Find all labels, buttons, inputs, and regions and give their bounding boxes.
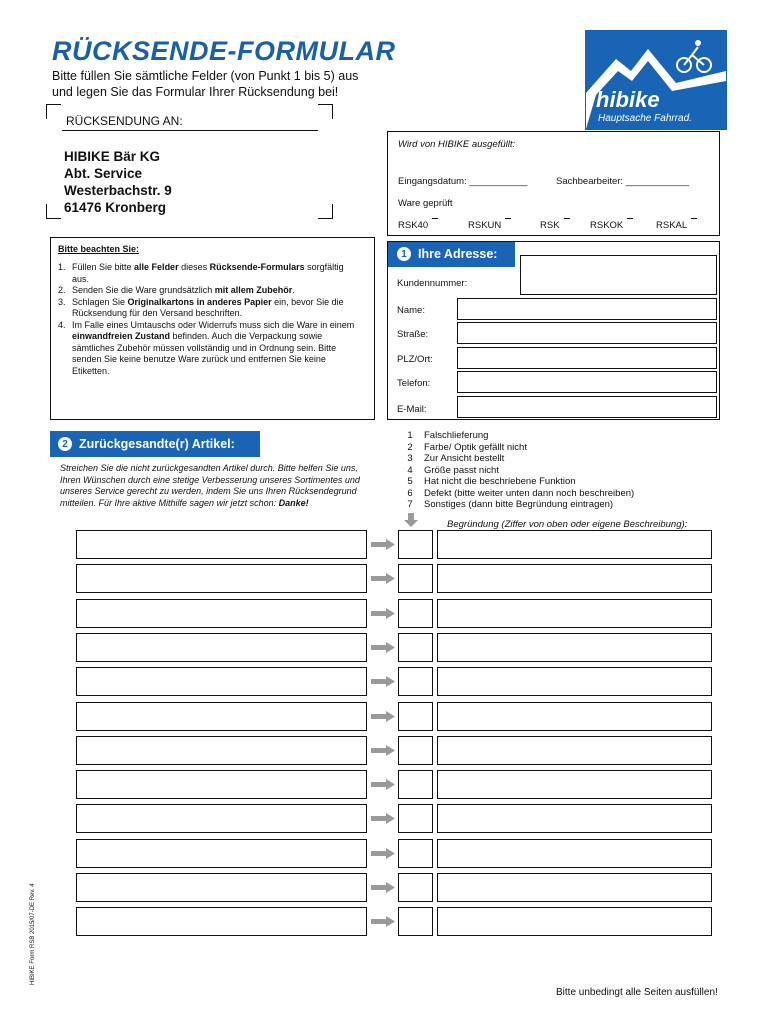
arrow-right-icon	[371, 882, 395, 893]
list-item: 2. Senden Sie die Ware grundsätzlich mit allem Zubehör.	[58, 285, 295, 295]
return-address-line: HIBIKE Bär KG	[64, 149, 161, 164]
section-number: 2	[58, 437, 72, 451]
reason-description-input[interactable]	[437, 736, 712, 765]
list-item: 4. Im Falle eines Umtauschs oder Widerrufs muss sich die Ware in einem einwandfreien Zustand befinden. Auch die Verpackung sowie sämtliches Zubehör müssen vollständig und in Ordnung sein. Bitte senden Sie keine benutze Ware zurück und entfernen Sie keine Etiketten.	[58, 319, 355, 376]
received-date-field[interactable]: Eingangsdatum: ___________	[398, 176, 528, 187]
arrow-right-icon	[371, 642, 395, 653]
reason-description-input[interactable]	[437, 564, 712, 593]
notes-list	[58, 262, 358, 377]
arrow-right-icon	[371, 779, 395, 790]
reason-description-input[interactable]	[437, 667, 712, 696]
reason-description-input[interactable]	[437, 599, 712, 628]
article-input[interactable]	[76, 907, 367, 936]
phone-label: Telefon:	[397, 378, 431, 389]
street-input[interactable]	[457, 322, 717, 344]
reason-description-input[interactable]	[437, 804, 712, 833]
return-label: RÜCKSENDUNG AN:	[66, 114, 183, 128]
reason-code-input[interactable]	[398, 873, 433, 902]
code-rsk[interactable]: RSK	[540, 220, 570, 231]
reason-list	[396, 430, 726, 511]
down-arrow-icon	[404, 513, 418, 527]
articles-header	[50, 431, 260, 457]
list-item: 6 Defekt (bitte weiter unten dann noch beschreiben)	[407, 487, 635, 499]
notes-box	[50, 237, 375, 420]
reason-code-input[interactable]	[398, 804, 433, 833]
phone-input[interactable]	[457, 371, 717, 393]
form-intro: Bitte füllen Sie sämtliche Felder (von Punkt 1 bis 5) aus und legen Sie das Formular Ihrer Rücksendung bei!	[52, 69, 359, 99]
arrow-right-icon	[371, 745, 395, 756]
article-input[interactable]	[76, 530, 367, 559]
reason-code-input[interactable]	[398, 667, 433, 696]
list-item: 5 Hat nicht die beschriebene Funktion	[407, 476, 576, 487]
notes-title: Bitte beachten Sie:	[58, 244, 140, 254]
arrow-right-icon	[371, 711, 395, 722]
footer-note: Bitte unbedingt alle Seiten ausfüllen!	[556, 987, 718, 998]
code-rskal[interactable]: RSKAL	[656, 220, 697, 231]
reason-description-input[interactable]	[437, 770, 712, 799]
city-input[interactable]	[457, 347, 717, 369]
reason-code-input[interactable]	[398, 736, 433, 765]
reason-code-input[interactable]	[398, 839, 433, 868]
list-item: 7 Sonstiges (dann bitte Begründung eintragen)	[407, 499, 614, 510]
reason-description-input[interactable]	[437, 907, 712, 936]
corner-mark	[318, 204, 333, 219]
arrow-right-icon	[371, 848, 395, 859]
return-address-line: Westerbachstr. 9	[64, 183, 172, 198]
reason-code-input[interactable]	[398, 530, 433, 559]
corner-mark	[318, 104, 333, 119]
street-label: Straße:	[397, 329, 429, 340]
form-title: RÜCKSENDE-FORMULAR	[52, 36, 396, 66]
list-item: 4 Größe passt nicht	[407, 464, 499, 476]
address-title: Ihre Adresse:	[418, 247, 498, 261]
code-rskok[interactable]: RSKOK	[590, 220, 633, 231]
article-input[interactable]	[76, 839, 367, 868]
reason-code-input[interactable]	[398, 633, 433, 662]
reason-code-input[interactable]	[398, 564, 433, 593]
reason-description-input[interactable]	[437, 873, 712, 902]
section-number: 1	[397, 247, 411, 261]
articles-title: Zurückgesandte(r) Artikel:	[79, 437, 235, 451]
city-label: PLZ/Ort:	[397, 354, 433, 365]
corner-mark	[46, 104, 61, 119]
customer-number-label: Kundennummer:	[397, 278, 468, 289]
reason-description-input[interactable]	[437, 633, 712, 662]
reason-code-input[interactable]	[398, 599, 433, 628]
hibike-logo	[585, 30, 727, 130]
return-address-line: 61476 Kronberg	[64, 200, 167, 215]
form-revision: HIBIKE Form RSB 2015/07-DE Rev. 4	[30, 883, 36, 985]
corner-mark	[46, 204, 61, 219]
article-input[interactable]	[76, 702, 367, 731]
article-input[interactable]	[76, 667, 367, 696]
list-item: 1 Falschlieferung	[407, 430, 489, 441]
arrow-right-icon	[371, 608, 395, 619]
clerk-field[interactable]: Sachbearbeiter: ____________	[556, 176, 690, 187]
article-input[interactable]	[76, 804, 367, 833]
list-item: 1. Füllen Sie bitte alle Felder dieses Rücksende-Formulars sorgfältig aus.	[58, 262, 344, 284]
articles-note: Streichen Sie die nicht zurückgesandten Artikel durch. Bitte helfen Sie uns, Ihren Wünschen durch eine stetige Verbesserung unseres Sortimentes und unseres Service gerecht zu werden, indem Sie uns Ihren Rücksendegrund mitteilen. Für Ihre aktive Mithilfe sagen wir jetzt schon: Danke!	[60, 463, 360, 508]
reason-code-input[interactable]	[398, 702, 433, 731]
list-item: 2 Farbe/ Optik gefällt nicht	[407, 441, 527, 453]
reason-description-input[interactable]	[437, 530, 712, 559]
reason-code-input[interactable]	[398, 907, 433, 936]
arrow-right-icon	[371, 573, 395, 584]
email-label: E-Mail:	[397, 404, 427, 415]
reason-label: Begründung (Ziffer von oben oder eigene Beschreibung):	[447, 519, 688, 530]
article-input[interactable]	[76, 736, 367, 765]
reason-description-input[interactable]	[437, 839, 712, 868]
office-use-box	[387, 131, 720, 236]
reason-description-input[interactable]	[437, 702, 712, 731]
code-rskun[interactable]: RSKUN	[468, 220, 511, 231]
return-address	[64, 148, 172, 216]
arrow-right-icon	[371, 813, 395, 824]
article-input[interactable]	[76, 770, 367, 799]
article-input[interactable]	[76, 564, 367, 593]
list-item: 3. Schlagen Sie Originalkartons in anderes Papier ein, bevor Sie die Rücksendung für den Versand beschriften.	[58, 296, 344, 318]
arrow-right-icon	[371, 676, 395, 687]
list-item: 3 Zur Ansicht bestellt	[407, 453, 505, 464]
article-input[interactable]	[76, 873, 367, 902]
name-label: Name:	[397, 305, 425, 316]
reason-code-input[interactable]	[398, 770, 433, 799]
article-input[interactable]	[76, 599, 367, 628]
name-input[interactable]	[457, 298, 717, 320]
goods-checked-label: Ware geprüft	[398, 198, 453, 209]
article-input[interactable]	[76, 633, 367, 662]
arrow-right-icon	[371, 539, 395, 550]
logo-slogan: Hauptsache Fahrrad.	[598, 113, 692, 124]
address-header	[387, 241, 515, 267]
office-label: Wird von HIBIKE ausgefüllt:	[398, 139, 516, 150]
customer-number-input[interactable]	[520, 255, 717, 295]
code-rsk40[interactable]: RSK40	[398, 220, 438, 231]
divider	[62, 130, 318, 131]
logo-brand: hibike	[596, 87, 660, 112]
return-address-line: Abt. Service	[64, 166, 143, 181]
arrow-right-icon	[371, 916, 395, 927]
email-input[interactable]	[457, 396, 717, 418]
